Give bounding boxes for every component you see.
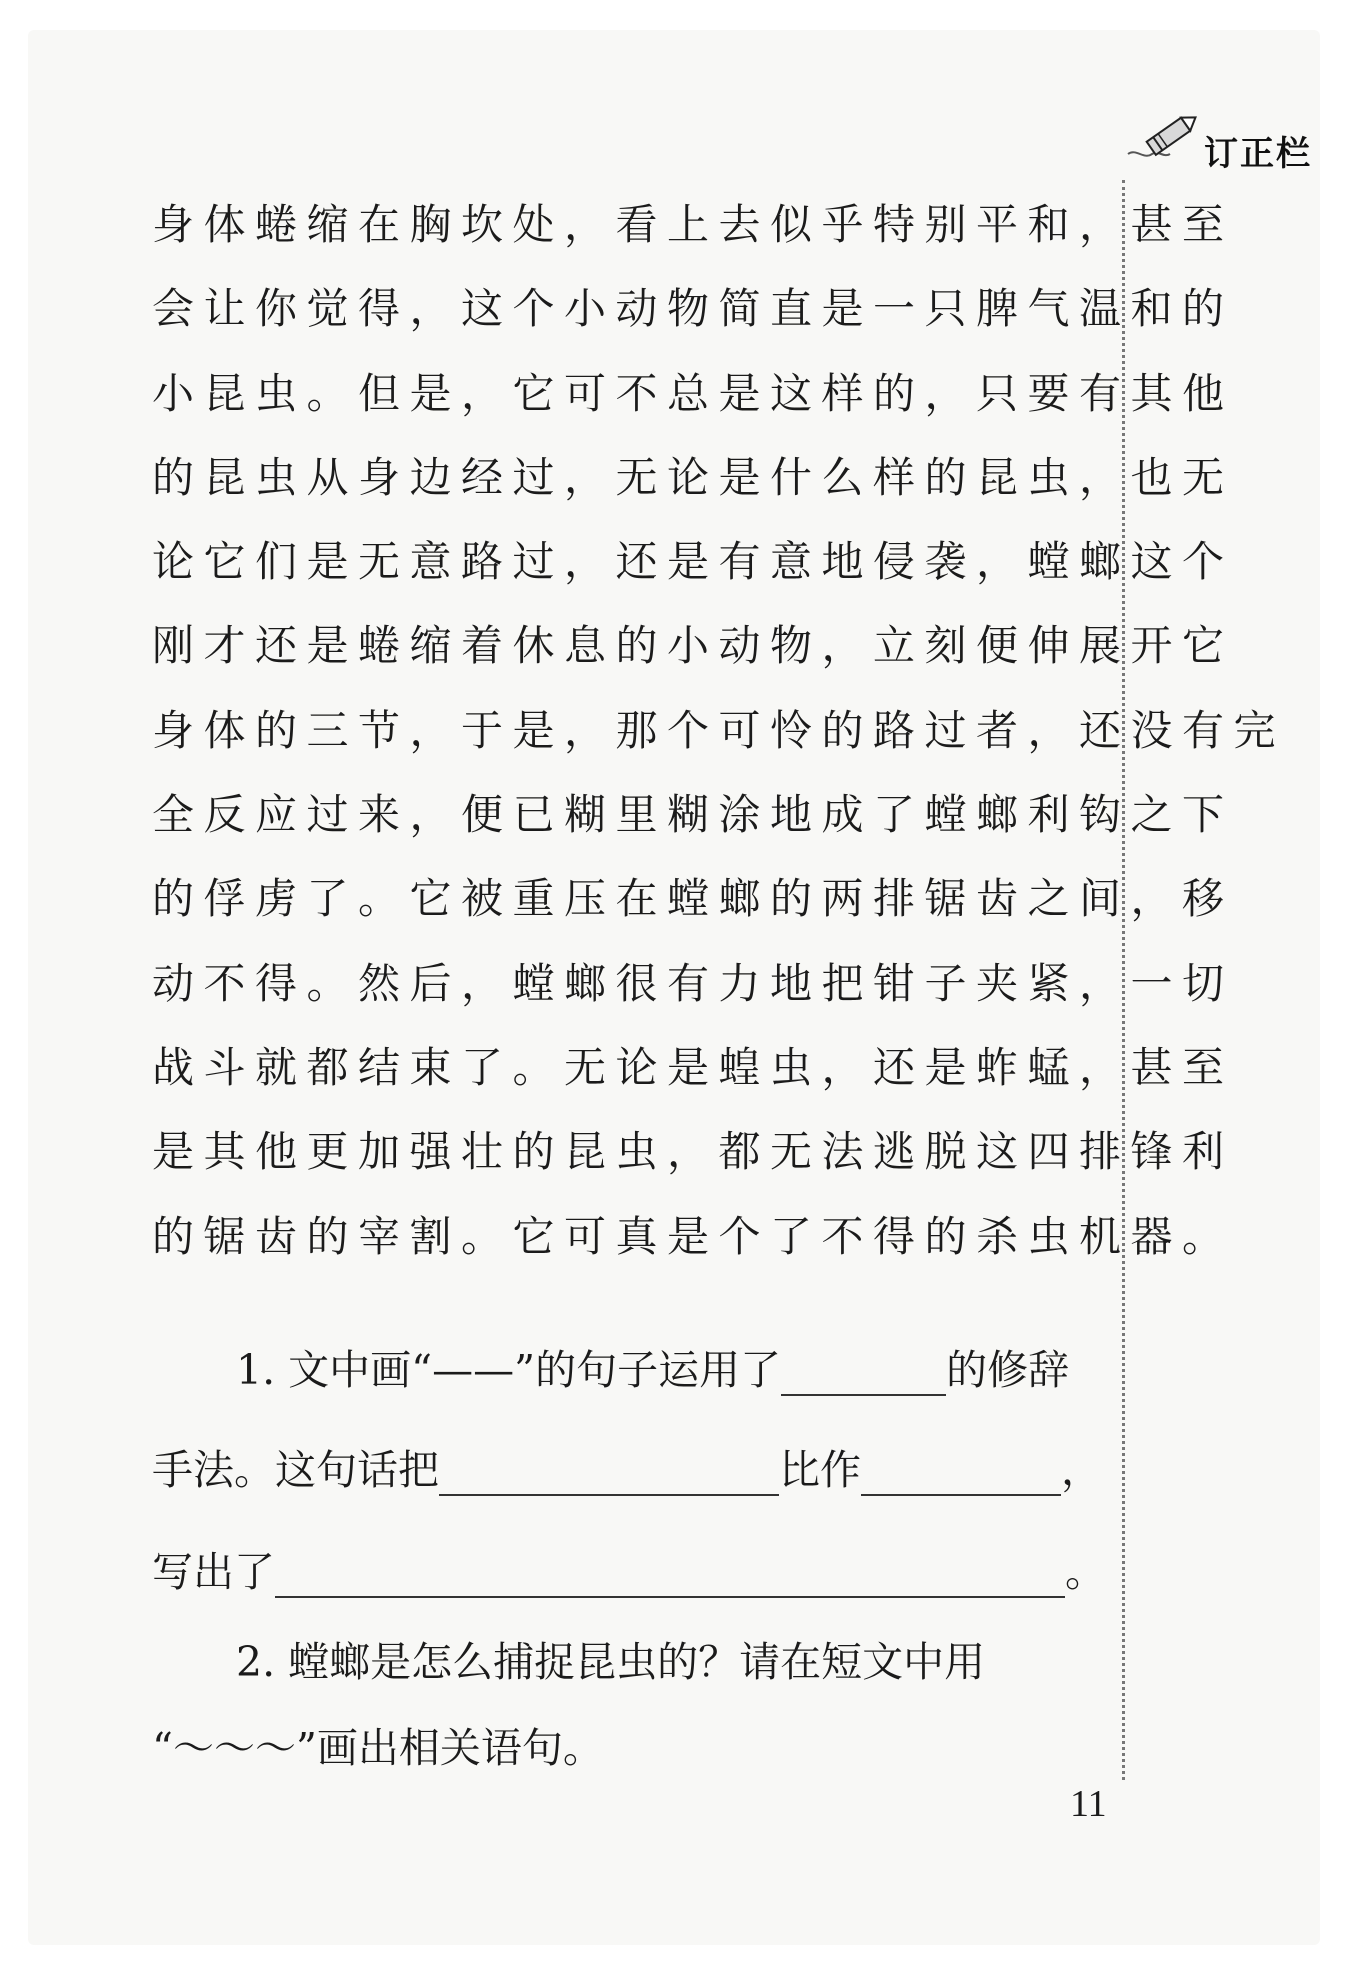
question-1-text: 手法。这句话把 xyxy=(152,1446,439,1494)
passage-line: 会让你觉得，这个小动物简直是一只脾气温和的 xyxy=(152,284,1234,334)
question-1-text: 。 xyxy=(1065,1548,1106,1596)
question-2-line-1: 2. 螳螂是怎么捕捉昆虫的？请在短文中用 xyxy=(236,1638,986,1686)
passage-line: 战斗就都结束了。无论是蝗虫，还是蚱蜢，甚至 xyxy=(152,1042,1234,1092)
passage-line: 论它们是无意路过，还是有意地侵袭，螳螂这个 xyxy=(152,537,1234,587)
question-1-text: 写出了 xyxy=(152,1548,275,1596)
answer-blank-rhetoric[interactable] xyxy=(781,1346,946,1396)
passage-line: 是其他更加强壮的昆虫，都无法逃脱这四排锋利 xyxy=(152,1127,1234,1177)
passage-line: 小昆虫。但是，它可不总是这样的，只要有其他 xyxy=(152,368,1234,418)
question-1-line-2 xyxy=(152,1437,1102,1496)
page-number: 11 xyxy=(1070,1783,1107,1825)
answer-blank-object[interactable] xyxy=(861,1446,1061,1496)
passage-line: 的俘虏了。它被重压在螳螂的两排锯齿之间，移 xyxy=(152,874,1234,924)
passage-line: 全反应过来，便已糊里糊涂地成了螳螂利钩之下 xyxy=(152,790,1234,840)
passage-line: 的锯齿的宰割。它可真是个了不得的杀虫机器。 xyxy=(152,1211,1234,1261)
question-1-prompt: 1. 文中画“——”的句子运用了 xyxy=(236,1346,782,1394)
answer-blank-subject[interactable] xyxy=(439,1446,779,1496)
passage-line: 身体的三节，于是，那个可怜的路过者，还没有完 xyxy=(152,705,1286,755)
passage-line: 刚才还是蜷缩着休息的小动物，立刻便伸展开它 xyxy=(152,621,1234,671)
question-1-text: 比作 xyxy=(779,1446,861,1494)
question-2-line-2: “～～～”画出相关语句。 xyxy=(152,1724,604,1772)
question-1-text: ， xyxy=(1061,1446,1102,1494)
pencil-icon xyxy=(1126,108,1206,168)
question-1-line-3 xyxy=(152,1539,1106,1598)
reading-passage xyxy=(152,190,1286,1286)
answer-blank-effect[interactable] xyxy=(275,1548,1065,1598)
question-1-suffix: 的修辞 xyxy=(946,1346,1070,1394)
passage-line: 的昆虫从身边经过，无论是什么样的昆虫，也无 xyxy=(152,452,1234,502)
passage-line: 动不得。然后，螳螂很有力地把钳子夹紧，一切 xyxy=(152,958,1234,1008)
passage-line: 身体蜷缩在胸坎处，看上去似乎特别平和，甚至 xyxy=(152,200,1234,249)
correction-column-title: 订正栏 xyxy=(1204,134,1312,174)
question-1-line-1 xyxy=(236,1337,1069,1396)
